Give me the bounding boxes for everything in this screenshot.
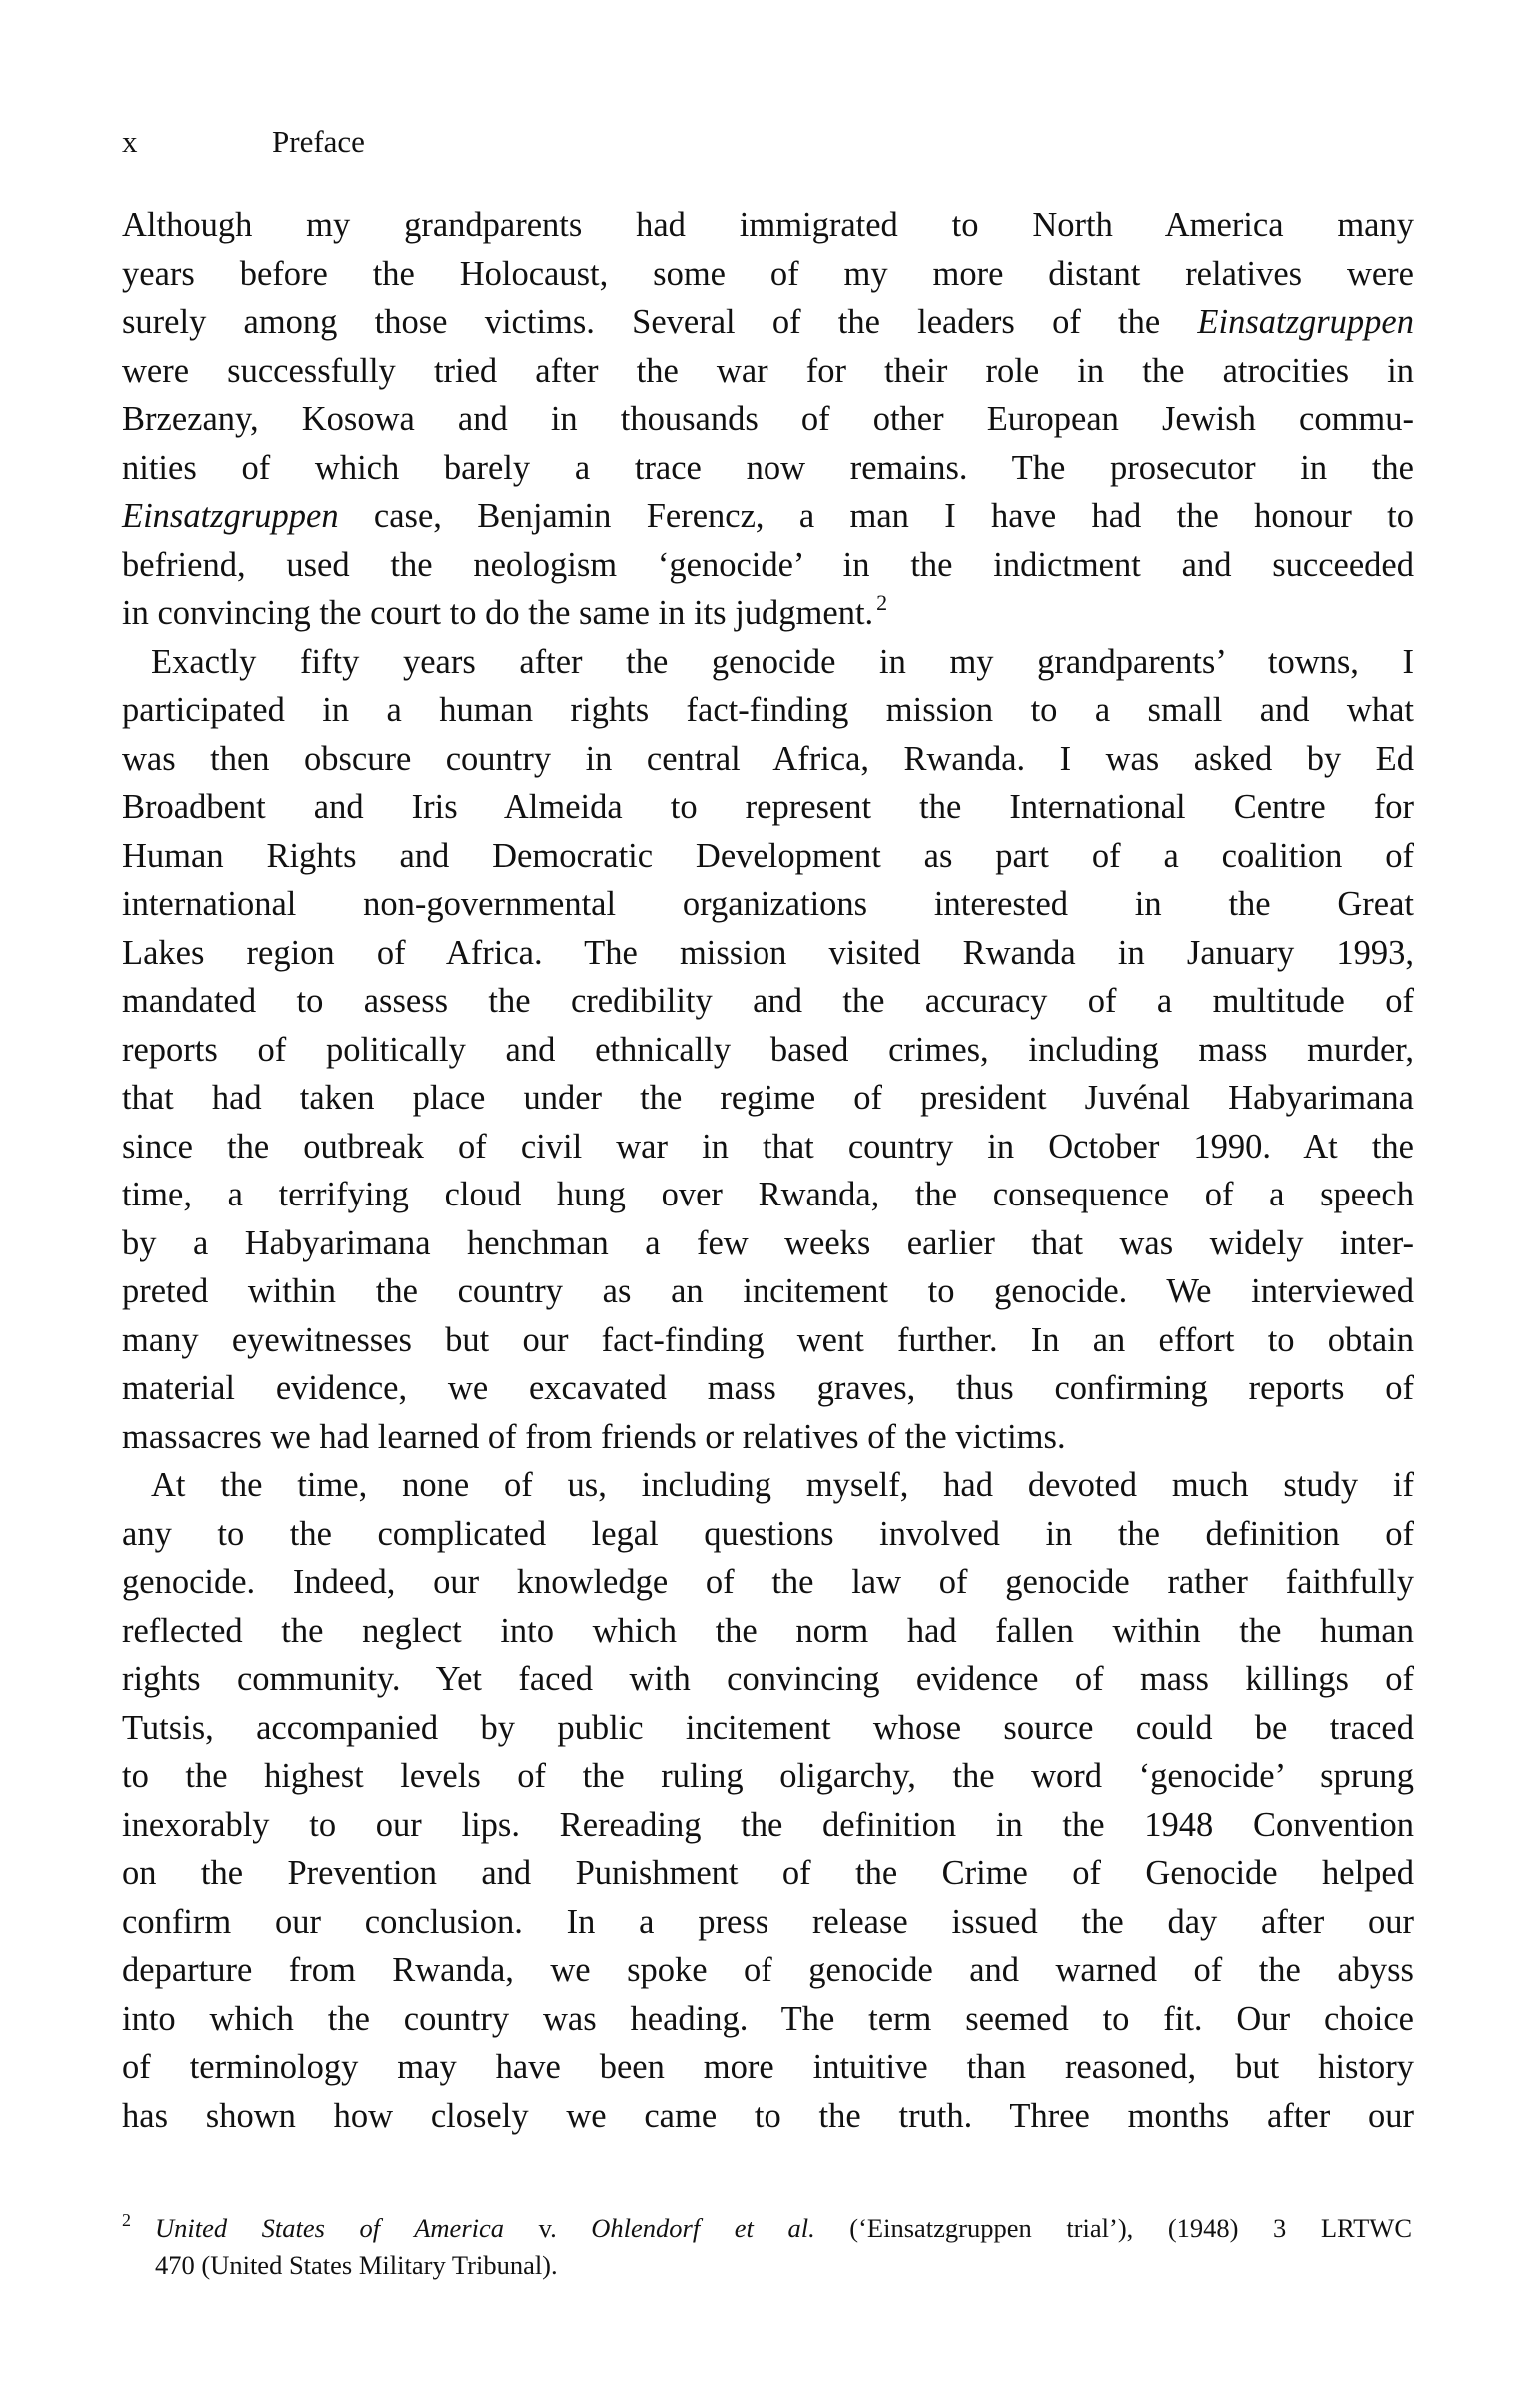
- text-line: [122, 1267, 1414, 1315]
- text-span: 470 (United States Military Tribunal).: [155, 2250, 558, 2280]
- text-line: [122, 1849, 1414, 1897]
- text-span: Tutsis, accompanied by public incitement whose source could be traced: [122, 1708, 1414, 1747]
- footnote-text: [155, 2210, 1412, 2246]
- text-span: in convincing the court to do the same in its judgment.: [122, 594, 874, 632]
- text-span: Human Rights and Democratic Development as part of a coalition of: [122, 836, 1414, 875]
- text-line: [122, 1364, 1414, 1412]
- text-line: [122, 1801, 1414, 1849]
- text-line: [122, 880, 1414, 928]
- text-line: [122, 977, 1414, 1025]
- text-line: [122, 1946, 1414, 1994]
- text-span: befriend, used the neologism ‘genocide’ in the indictment and succeeded: [122, 545, 1414, 584]
- text-line: [122, 1461, 1414, 1509]
- text-line: [122, 1752, 1414, 1800]
- text-span: Lakes region of Africa. The mission visited Rwanda in January 1993,: [122, 933, 1414, 972]
- text-span: nities of which barely a trace now remains. The prosecutor in the: [122, 448, 1414, 487]
- page-number: x: [122, 124, 138, 159]
- text-line: [122, 929, 1414, 977]
- text-line: [122, 1898, 1414, 1946]
- text-span: since the outbreak of civil war in that country in October 1990. At the: [122, 1127, 1414, 1166]
- text-line: [122, 638, 1414, 686]
- footnote-marker: 2: [122, 2210, 131, 2230]
- text-span: many eyewitnesses but our fact-finding went further. In an effort to obtain: [122, 1320, 1414, 1359]
- text-line: [122, 1123, 1414, 1171]
- text-span: (‘Einsatzgruppen trial’), (1948) 3 LRTWC: [814, 2213, 1412, 2243]
- text-line: [122, 1558, 1414, 1606]
- text-span: that had taken place under the regime of president Juvénal Habyarimana: [122, 1079, 1414, 1117]
- text-span: any to the complicated legal questions involved in the definition of: [122, 1514, 1414, 1553]
- running-head-title: Preface: [272, 124, 365, 159]
- text-span: was then obscure country in central Africa, Rwanda. I was asked by Ed: [122, 739, 1414, 778]
- text-line: [122, 1171, 1414, 1218]
- text-line: [122, 686, 1414, 734]
- text-line: [122, 1655, 1414, 1703]
- text-span: case, Benjamin Ferencz, a man I have had the honour to: [338, 497, 1414, 535]
- text-line: [122, 2092, 1414, 2140]
- text-span: were successfully tried after the war for their role in the atrocities in: [122, 351, 1414, 390]
- text-line: [122, 1704, 1414, 1752]
- text-line: [122, 783, 1414, 831]
- text-span: inexorably to our lips. Rereading the definition in the 1948 Convention: [122, 1805, 1414, 1844]
- text-line: [122, 735, 1414, 783]
- text-span: of terminology may have been more intuitive than reasoned, but history: [122, 2048, 1414, 2086]
- text-span: rights community. Yet faced with convincing evidence of mass killings of: [122, 1660, 1414, 1698]
- text-line: [122, 347, 1414, 395]
- text-line: [122, 395, 1414, 443]
- text-span: time, a terrifying cloud hung over Rwanda, the consequence of a speech: [122, 1176, 1414, 1213]
- text-span: Brzezany, Kosowa and in thousands of other European Jewish commu-: [122, 400, 1414, 438]
- italic-text: Einsatzgruppen: [1197, 303, 1414, 341]
- italic-text: Ohlendorf et al.: [591, 2213, 815, 2243]
- text-line: [122, 1316, 1414, 1364]
- text-line: [122, 1510, 1414, 1558]
- text-line: [122, 201, 1414, 249]
- footnote-text: [155, 2247, 1412, 2283]
- text-span: on the Prevention and Punishment of the Crime of Genocide helped: [122, 1854, 1414, 1892]
- italic-text: United States of America: [155, 2213, 505, 2243]
- text-line: [122, 298, 1414, 346]
- text-line: [122, 492, 1414, 540]
- text-span: reflected the neglect into which the norm had fallen within the human: [122, 1611, 1414, 1650]
- text-span: to the highest levels of the ruling oligarchy, the word ‘genocide’ sprung: [122, 1757, 1414, 1795]
- text-line: [122, 832, 1414, 880]
- text-line: [122, 1413, 1414, 1461]
- text-line: [122, 1607, 1414, 1655]
- text-line: [122, 250, 1414, 298]
- text-span: participated in a human rights fact-finding mission to a small and what: [122, 691, 1414, 729]
- italic-text: Einsatzgruppen: [122, 497, 339, 535]
- text-line: [122, 1219, 1414, 1267]
- text-span: years before the Holocaust, some of my more distant relatives were: [122, 254, 1414, 293]
- text-span: Although my grandparents had immigrated to North America many: [122, 206, 1414, 244]
- footnote-reference: 2: [876, 590, 888, 615]
- text-span: reports of politically and ethnically based crimes, including mass murder,: [122, 1030, 1414, 1069]
- text-span: v.: [504, 2213, 592, 2243]
- text-line: [122, 1074, 1414, 1122]
- text-span: surely among those victims. Several of the leaders of the: [122, 303, 1198, 341]
- text-span: international non-governmental organizations interested in the Great: [122, 885, 1414, 923]
- text-span: Broadbent and Iris Almeida to represent the International Centre for: [122, 788, 1414, 826]
- text-span: material evidence, we excavated mass graves, thus confirming reports of: [122, 1369, 1414, 1407]
- text-span: by a Habyarimana henchman a few weeks earlier that was widely inter-: [122, 1223, 1414, 1262]
- footnote-line: [122, 2210, 1414, 2246]
- text-span: massacres we had learned of from friends or relatives of the victims.: [122, 1417, 1066, 1456]
- text-span: into which the country was heading. The term seemed to fit. Our choice: [122, 1999, 1414, 2038]
- footnote-line: [122, 2247, 1414, 2283]
- text-line: [122, 1026, 1414, 1074]
- text-span: has shown how closely we came to the truth. Three months after our: [122, 2096, 1414, 2135]
- text-line: [122, 1995, 1414, 2043]
- text-line: [122, 2043, 1414, 2091]
- text-span: confirm our conclusion. In a press release issued the day after our: [122, 1902, 1414, 1941]
- text-span: preted within the country as an incitement to genocide. We interviewed: [122, 1272, 1414, 1310]
- text-span: At the time, none of us, including myself, had devoted much study if: [151, 1466, 1414, 1504]
- text-span: genocide. Indeed, our knowledge of the law of genocide rather faithfully: [122, 1563, 1414, 1601]
- text-line: [122, 589, 1414, 637]
- text-line: [122, 444, 1414, 492]
- text-span: mandated to assess the credibility and the accuracy of a multitude of: [122, 982, 1414, 1020]
- text-line: [122, 541, 1414, 589]
- text-span: departure from Rwanda, we spoke of genocide and warned of the abyss: [122, 1951, 1414, 1989]
- text-span: Exactly fifty years after the genocide in my grandparents’ towns, I: [151, 642, 1414, 681]
